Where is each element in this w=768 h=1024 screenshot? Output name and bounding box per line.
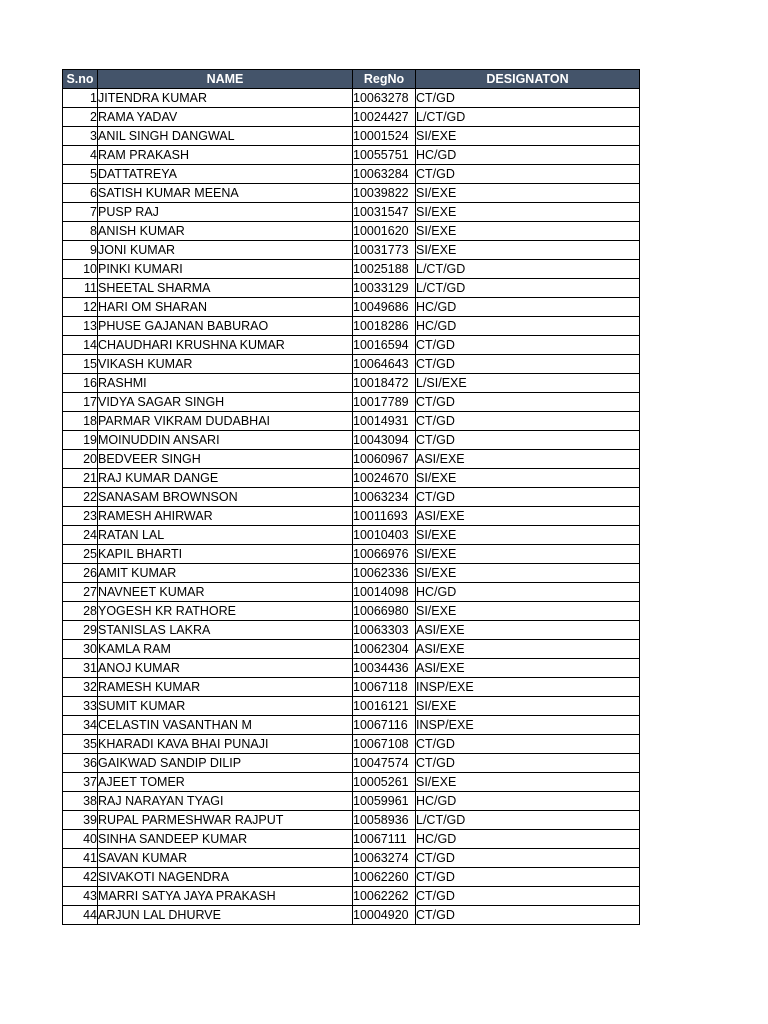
- cell-name: SINHA SANDEEP KUMAR: [98, 830, 353, 849]
- cell-designation: INSP/EXE: [416, 678, 640, 697]
- table-row: [63, 716, 640, 735]
- table-row: [63, 393, 640, 412]
- cell-sno: 1: [63, 89, 98, 108]
- table-row: [63, 773, 640, 792]
- table-row: [63, 678, 640, 697]
- header-name: NAME: [98, 70, 353, 89]
- table-row: [63, 488, 640, 507]
- cell-designation: CT/GD: [416, 906, 640, 925]
- cell-name: BEDVEER SINGH: [98, 450, 353, 469]
- cell-name: VIDYA SAGAR SINGH: [98, 393, 353, 412]
- cell-sno: 36: [63, 754, 98, 773]
- cell-name: DATTATREYA: [98, 165, 353, 184]
- cell-name: RAMESH KUMAR: [98, 678, 353, 697]
- cell-name: HARI OM SHARAN: [98, 298, 353, 317]
- header-row: [63, 70, 640, 89]
- cell-regno: 10004920: [353, 906, 416, 925]
- cell-designation: HC/GD: [416, 583, 640, 602]
- cell-designation: CT/GD: [416, 89, 640, 108]
- cell-name: SHEETAL SHARMA: [98, 279, 353, 298]
- table-row: [63, 906, 640, 925]
- cell-designation: ASI/EXE: [416, 659, 640, 678]
- cell-regno: 10001524: [353, 127, 416, 146]
- cell-name: SANASAM BROWNSON: [98, 488, 353, 507]
- cell-designation: L/CT/GD: [416, 260, 640, 279]
- table-row: [63, 355, 640, 374]
- cell-sno: 24: [63, 526, 98, 545]
- table-row: [63, 602, 640, 621]
- cell-name: KAPIL BHARTI: [98, 545, 353, 564]
- cell-name: YOGESH KR RATHORE: [98, 602, 353, 621]
- table-row: [63, 754, 640, 773]
- cell-designation: SI/EXE: [416, 545, 640, 564]
- cell-regno: 10014931: [353, 412, 416, 431]
- cell-name: PARMAR VIKRAM DUDABHAI: [98, 412, 353, 431]
- table-row: [63, 203, 640, 222]
- cell-sno: 31: [63, 659, 98, 678]
- cell-name: RAJ NARAYAN TYAGI: [98, 792, 353, 811]
- cell-sno: 35: [63, 735, 98, 754]
- cell-name: RAJ KUMAR DANGE: [98, 469, 353, 488]
- cell-regno: 10025188: [353, 260, 416, 279]
- table-row: [63, 279, 640, 298]
- cell-sno: 3: [63, 127, 98, 146]
- cell-sno: 26: [63, 564, 98, 583]
- cell-designation: CT/GD: [416, 849, 640, 868]
- cell-name: KAMLA RAM: [98, 640, 353, 659]
- cell-regno: 10016594: [353, 336, 416, 355]
- cell-name: SUMIT KUMAR: [98, 697, 353, 716]
- cell-designation: CT/GD: [416, 165, 640, 184]
- cell-regno: 10063284: [353, 165, 416, 184]
- cell-sno: 14: [63, 336, 98, 355]
- cell-regno: 10033129: [353, 279, 416, 298]
- table-row: [63, 507, 640, 526]
- cell-name: KHARADI KAVA BHAI PUNAJI: [98, 735, 353, 754]
- cell-regno: 10024427: [353, 108, 416, 127]
- cell-sno: 30: [63, 640, 98, 659]
- table-row: [63, 792, 640, 811]
- cell-sno: 23: [63, 507, 98, 526]
- table-row: [63, 241, 640, 260]
- cell-regno: 10059961: [353, 792, 416, 811]
- cell-regno: 10031773: [353, 241, 416, 260]
- cell-designation: HC/GD: [416, 317, 640, 336]
- table-row: [63, 640, 640, 659]
- table-row: [63, 830, 640, 849]
- cell-regno: 10062260: [353, 868, 416, 887]
- cell-sno: 37: [63, 773, 98, 792]
- cell-designation: ASI/EXE: [416, 621, 640, 640]
- cell-sno: 13: [63, 317, 98, 336]
- cell-name: SIVAKOTI NAGENDRA: [98, 868, 353, 887]
- cell-name: JONI KUMAR: [98, 241, 353, 260]
- cell-sno: 43: [63, 887, 98, 906]
- cell-regno: 10005261: [353, 773, 416, 792]
- cell-designation: L/SI/EXE: [416, 374, 640, 393]
- table-row: [63, 469, 640, 488]
- cell-name: STANISLAS LAKRA: [98, 621, 353, 640]
- cell-regno: 10067111: [353, 830, 416, 849]
- cell-sno: 29: [63, 621, 98, 640]
- cell-regno: 10063278: [353, 89, 416, 108]
- cell-designation: ASI/EXE: [416, 450, 640, 469]
- cell-regno: 10066980: [353, 602, 416, 621]
- cell-designation: L/CT/GD: [416, 811, 640, 830]
- cell-designation: CT/GD: [416, 393, 640, 412]
- cell-name: GAIKWAD SANDIP DILIP: [98, 754, 353, 773]
- table-row: [63, 450, 640, 469]
- cell-designation: SI/EXE: [416, 127, 640, 146]
- cell-designation: CT/GD: [416, 336, 640, 355]
- cell-name: PINKI KUMARI: [98, 260, 353, 279]
- header-designation: DESIGNATON: [416, 70, 640, 89]
- cell-name: PHUSE GAJANAN BABURAO: [98, 317, 353, 336]
- cell-name: AJEET TOMER: [98, 773, 353, 792]
- cell-designation: L/CT/GD: [416, 279, 640, 298]
- cell-sno: 12: [63, 298, 98, 317]
- cell-designation: CT/GD: [416, 735, 640, 754]
- cell-sno: 4: [63, 146, 98, 165]
- cell-regno: 10067116: [353, 716, 416, 735]
- cell-regno: 10001620: [353, 222, 416, 241]
- cell-regno: 10066976: [353, 545, 416, 564]
- cell-regno: 10060967: [353, 450, 416, 469]
- cell-name: MOINUDDIN ANSARI: [98, 431, 353, 450]
- cell-sno: 20: [63, 450, 98, 469]
- cell-regno: 10049686: [353, 298, 416, 317]
- cell-name: NAVNEET KUMAR: [98, 583, 353, 602]
- cell-regno: 10031547: [353, 203, 416, 222]
- cell-regno: 10047574: [353, 754, 416, 773]
- cell-sno: 34: [63, 716, 98, 735]
- table-row: [63, 336, 640, 355]
- cell-designation: CT/GD: [416, 412, 640, 431]
- cell-sno: 38: [63, 792, 98, 811]
- cell-designation: SI/EXE: [416, 564, 640, 583]
- cell-regno: 10034436: [353, 659, 416, 678]
- table-row: [63, 317, 640, 336]
- cell-designation: CT/GD: [416, 431, 640, 450]
- table-row: [63, 146, 640, 165]
- cell-sno: 25: [63, 545, 98, 564]
- cell-sno: 40: [63, 830, 98, 849]
- table-body: [63, 89, 640, 925]
- cell-sno: 28: [63, 602, 98, 621]
- cell-regno: 10064643: [353, 355, 416, 374]
- table-row: [63, 165, 640, 184]
- cell-designation: SI/EXE: [416, 469, 640, 488]
- cell-name: ANOJ KUMAR: [98, 659, 353, 678]
- cell-sno: 19: [63, 431, 98, 450]
- cell-regno: 10010403: [353, 526, 416, 545]
- cell-regno: 10067118: [353, 678, 416, 697]
- cell-sno: 11: [63, 279, 98, 298]
- cell-regno: 10062304: [353, 640, 416, 659]
- cell-name: RUPAL PARMESHWAR RAJPUT: [98, 811, 353, 830]
- cell-regno: 10058936: [353, 811, 416, 830]
- table-row: [63, 735, 640, 754]
- cell-designation: SI/EXE: [416, 602, 640, 621]
- table-row: [63, 222, 640, 241]
- table-row: [63, 887, 640, 906]
- cell-sno: 2: [63, 108, 98, 127]
- cell-regno: 10062262: [353, 887, 416, 906]
- cell-designation: SI/EXE: [416, 241, 640, 260]
- table-row: [63, 868, 640, 887]
- cell-name: AMIT KUMAR: [98, 564, 353, 583]
- cell-sno: 32: [63, 678, 98, 697]
- cell-sno: 5: [63, 165, 98, 184]
- cell-name: CELASTIN VASANTHAN M: [98, 716, 353, 735]
- table-row: [63, 127, 640, 146]
- cell-name: CHAUDHARI KRUSHNA KUMAR: [98, 336, 353, 355]
- cell-sno: 22: [63, 488, 98, 507]
- table-row: [63, 184, 640, 203]
- cell-sno: 6: [63, 184, 98, 203]
- cell-sno: 9: [63, 241, 98, 260]
- cell-regno: 10014098: [353, 583, 416, 602]
- cell-sno: 42: [63, 868, 98, 887]
- cell-regno: 10062336: [353, 564, 416, 583]
- cell-regno: 10024670: [353, 469, 416, 488]
- cell-name: PUSP RAJ: [98, 203, 353, 222]
- cell-name: RAMESH AHIRWAR: [98, 507, 353, 526]
- cell-name: SAVAN KUMAR: [98, 849, 353, 868]
- cell-name: MARRI SATYA JAYA PRAKASH: [98, 887, 353, 906]
- cell-designation: SI/EXE: [416, 222, 640, 241]
- table-row: [63, 374, 640, 393]
- table-row: [63, 108, 640, 127]
- cell-name: ANISH KUMAR: [98, 222, 353, 241]
- table-row: [63, 583, 640, 602]
- header-regno: RegNo: [353, 70, 416, 89]
- cell-designation: CT/GD: [416, 355, 640, 374]
- table-row: [63, 659, 640, 678]
- cell-designation: CT/GD: [416, 887, 640, 906]
- cell-sno: 18: [63, 412, 98, 431]
- cell-designation: INSP/EXE: [416, 716, 640, 735]
- table-row: [63, 697, 640, 716]
- cell-sno: 33: [63, 697, 98, 716]
- cell-sno: 17: [63, 393, 98, 412]
- cell-designation: ASI/EXE: [416, 507, 640, 526]
- table-row: [63, 545, 640, 564]
- table-row: [63, 811, 640, 830]
- cell-name: JITENDRA KUMAR: [98, 89, 353, 108]
- cell-sno: 7: [63, 203, 98, 222]
- table-row: [63, 621, 640, 640]
- cell-regno: 10039822: [353, 184, 416, 203]
- cell-sno: 44: [63, 906, 98, 925]
- header-sno: S.no: [63, 70, 98, 89]
- cell-regno: 10063274: [353, 849, 416, 868]
- cell-name: VIKASH KUMAR: [98, 355, 353, 374]
- cell-sno: 8: [63, 222, 98, 241]
- cell-sno: 21: [63, 469, 98, 488]
- cell-designation: HC/GD: [416, 298, 640, 317]
- cell-designation: L/CT/GD: [416, 108, 640, 127]
- cell-designation: SI/EXE: [416, 184, 640, 203]
- cell-name: RAMA YADAV: [98, 108, 353, 127]
- cell-regno: 10063303: [353, 621, 416, 640]
- cell-regno: 10043094: [353, 431, 416, 450]
- cell-regno: 10016121: [353, 697, 416, 716]
- table-row: [63, 412, 640, 431]
- cell-regno: 10018472: [353, 374, 416, 393]
- cell-regno: 10018286: [353, 317, 416, 336]
- cell-regno: 10011693: [353, 507, 416, 526]
- cell-sno: 16: [63, 374, 98, 393]
- cell-designation: CT/GD: [416, 754, 640, 773]
- table-row: [63, 298, 640, 317]
- cell-sno: 15: [63, 355, 98, 374]
- cell-name: ANIL SINGH DANGWAL: [98, 127, 353, 146]
- personnel-table: [62, 69, 640, 925]
- cell-sno: 41: [63, 849, 98, 868]
- cell-name: ARJUN LAL DHURVE: [98, 906, 353, 925]
- cell-designation: HC/GD: [416, 830, 640, 849]
- cell-regno: 10063234: [353, 488, 416, 507]
- cell-designation: ASI/EXE: [416, 640, 640, 659]
- cell-name: RAM PRAKASH: [98, 146, 353, 165]
- table-row: [63, 89, 640, 108]
- cell-designation: SI/EXE: [416, 773, 640, 792]
- cell-name: SATISH KUMAR MEENA: [98, 184, 353, 203]
- cell-designation: SI/EXE: [416, 697, 640, 716]
- table-row: [63, 260, 640, 279]
- cell-designation: SI/EXE: [416, 526, 640, 545]
- cell-sno: 39: [63, 811, 98, 830]
- table-row: [63, 526, 640, 545]
- cell-sno: 10: [63, 260, 98, 279]
- cell-sno: 27: [63, 583, 98, 602]
- cell-designation: HC/GD: [416, 792, 640, 811]
- cell-name: RASHMI: [98, 374, 353, 393]
- table-row: [63, 849, 640, 868]
- cell-regno: 10017789: [353, 393, 416, 412]
- cell-designation: CT/GD: [416, 868, 640, 887]
- table-row: [63, 564, 640, 583]
- cell-designation: CT/GD: [416, 488, 640, 507]
- table-row: [63, 431, 640, 450]
- cell-regno: 10055751: [353, 146, 416, 165]
- cell-designation: HC/GD: [416, 146, 640, 165]
- cell-designation: SI/EXE: [416, 203, 640, 222]
- cell-regno: 10067108: [353, 735, 416, 754]
- cell-name: RATAN LAL: [98, 526, 353, 545]
